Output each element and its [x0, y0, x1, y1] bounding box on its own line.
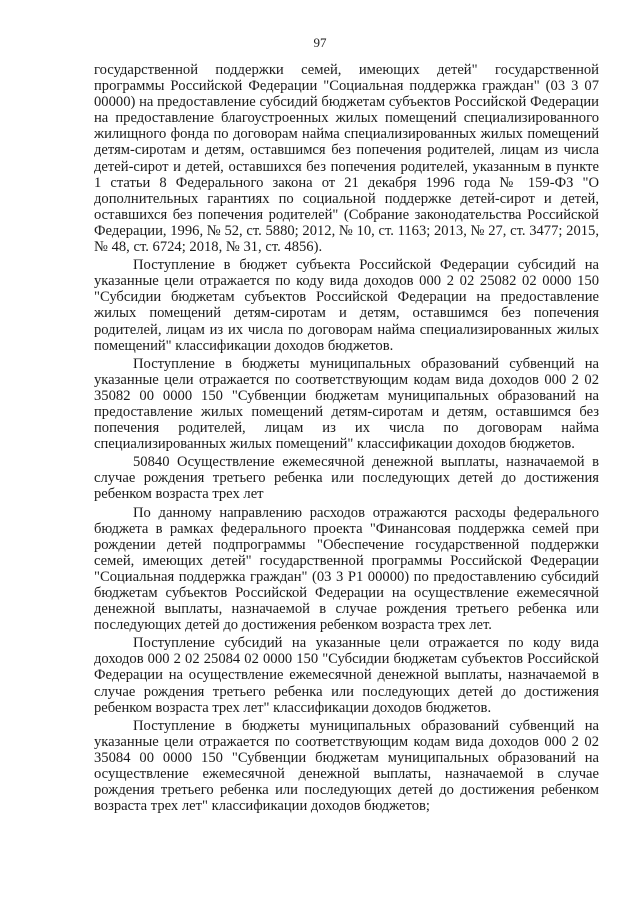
paragraph-municipal-subvention-receipt: Поступление в бюджеты муниципальных образований субвенций на указанные цели отражается по соответствующим кодам вида доходов 000 2 02 35084 00 0000 150 "Субвенции бюджетам муниципальных образований на осуществление ежемесячной денежной выплаты, назначаемой в случае рождения третьего ребенка или последующих детей до достижения ребенком возраста трех лет" классификации доходов бюджетов; [94, 717, 599, 815]
paragraph-subject-budget-subsidies: Поступление в бюджет субъекта Российской Федерации субсидий на указанные цели отражается по коду вида доходов 000 2 02 25082 02 0000 150 "Субсидии бюджетам субъектов Российской Федерации на предоставление жилых помещений детям-сиротам и детям, оставшимся без попечения родителей, лицам из их числа по договорам найма специализированных жилых помещений" классификации доходов бюджетов. [94, 257, 599, 354]
paragraph-continuation: государственной поддержки семей, имеющих детей" государственной программы Российской Федерации "Социальная поддержка граждан" (03 3 07 00000) на предоставление субсидий бюджетам субъектов Российской Федерации на предоставление благоустроенных жилых помещений специализированного жилищного фонда по договорам найма специализированных жилых помещений детям-сиротам и детям, оставшимся без попечения родителей, лицам из числа детей-сирот и детей, оставшихся без попечения родителей, указанным в пункте 1 статьи 8 Федерального закона от 21 декабря 1996 года № 159-ФЗ "О дополнительных гарантиях по социальной поддержке детей-сирот и детей, оставшихся без попечения родителей" (Собрание законодательства Российской Федерации, 1996, № 52, ст. 5880; 2012, № 10, ст. 1163; 2013, № 27, ст. 3477; 2015, № 48, ст. 6724; 2018, № 31, ст. 4856). [94, 62, 599, 256]
paragraph-municipal-subventions: Поступление в бюджеты муниципальных образований субвенций на указанные цели отражается по соответствующим кодам вида доходов 000 2 02 35082 00 0000 150 "Субвенции бюджетам муниципальных образований на предоставление жилых помещений детям-сиротам и детям, оставшимся без попечения родителей, лицам из их числа по договорам найма специализированных жилых помещений" классификации доходов бюджетов. [94, 355, 599, 453]
paragraph-subsidy-receipt: Поступление субсидий на указанные цели отражается по коду вида доходов 000 2 02 25084 02 0000 150 "Субсидии бюджетам субъектов Российской Федерации на осуществление ежемесячной денежной выплаты, назначаемой в случае рождения третьего ребенка или последующих детей до достижения ребенком возраста трех лет" классификации доходов бюджетов. [94, 635, 599, 716]
section-heading-50840: 50840 Осуществление ежемесячной денежной выплаты, назначаемой в случае рождения третьего ребенка или последующих детей до достижения ребенком возраста трех лет [94, 454, 599, 503]
page-number: 97 [313, 35, 327, 50]
paragraph-expenditure-direction: По данному направлению расходов отражаются расходы федерального бюджета в рамках федерального проекта "Финансовая поддержка семей при рождении детей подпрограммы "Обеспечение государственной поддержки семей, имеющих детей" государственной программы Российской Федерации "Социальная поддержка граждан" (03 3 P1 00000) по предоставлению субсидий бюджетам субъектов Российской Федерации на осуществление ежемесячной денежной выплаты, назначаемой в случае рождения третьего ребенка или последующих детей до достижения ребенком возраста трех лет. [94, 504, 599, 634]
document-body [94, 62, 599, 814]
